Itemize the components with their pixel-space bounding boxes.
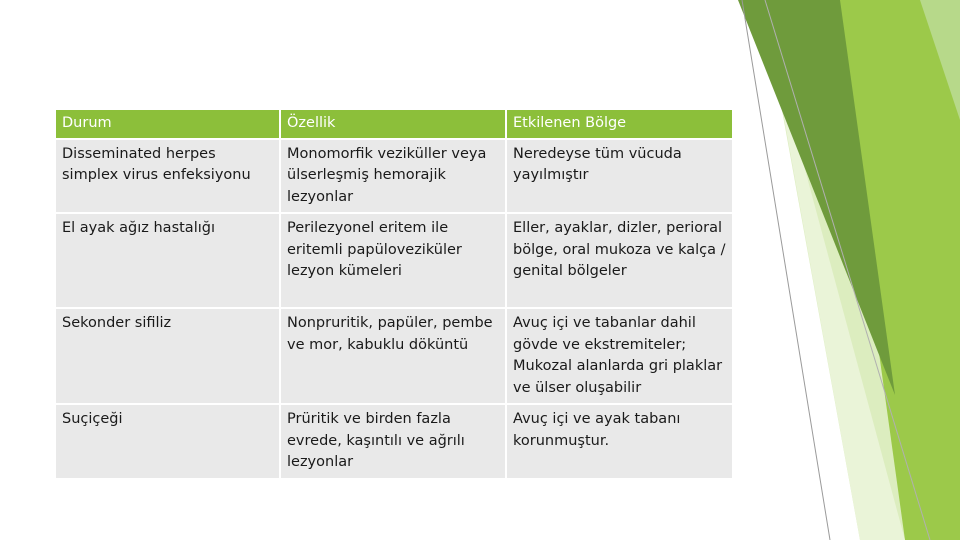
- cell-feature: Prüritik ve birden fazla evrede, kaşıntılı ve ağrılı lezyonlar: [280, 404, 506, 479]
- table-row: [55, 213, 733, 308]
- table-header-row: [55, 109, 733, 139]
- table-row: [55, 139, 733, 214]
- cell-affected-area: Avuç içi ve tabanlar dahil gövde ve ekstremiteler; Mukozal alanlarda gri plaklar ve ülser oluşabilir: [506, 308, 733, 404]
- cell-condition: El ayak ağız hastalığı: [55, 213, 280, 308]
- header-ozellik: Özellik: [280, 109, 506, 139]
- table-row: [55, 308, 733, 404]
- header-durum: Durum: [55, 109, 280, 139]
- cell-feature: Nonpruritik, papüler, pembe ve mor, kabuklu döküntü: [280, 308, 506, 404]
- table-row: [55, 404, 733, 479]
- cell-condition: Disseminated herpes simplex virus enfeksiyonu: [55, 139, 280, 214]
- comparison-table-container: [54, 108, 732, 480]
- cell-feature: Perilezyonel eritem ile eritemli papülovezi̇küler lezyon kümeleri: [280, 213, 506, 308]
- cell-condition: Sekonder sifiliz: [55, 308, 280, 404]
- cell-feature: Monomorfik veziküller veya ülserleşmiş hemorajik lezyonlar: [280, 139, 506, 214]
- cell-affected-area: Avuç içi ve ayak tabanı korunmuştur.: [506, 404, 733, 479]
- cell-affected-area: Neredeyse tüm vücuda yayılmıştır: [506, 139, 733, 214]
- cell-condition: Suçiçeği: [55, 404, 280, 479]
- comparison-table: [54, 108, 734, 480]
- cell-affected-area: Eller, ayaklar, dizler, perioral bölge, oral mukoza ve kalça / genital bölgeler: [506, 213, 733, 308]
- header-etkilenen-bolge: Etkilenen Bölge: [506, 109, 733, 139]
